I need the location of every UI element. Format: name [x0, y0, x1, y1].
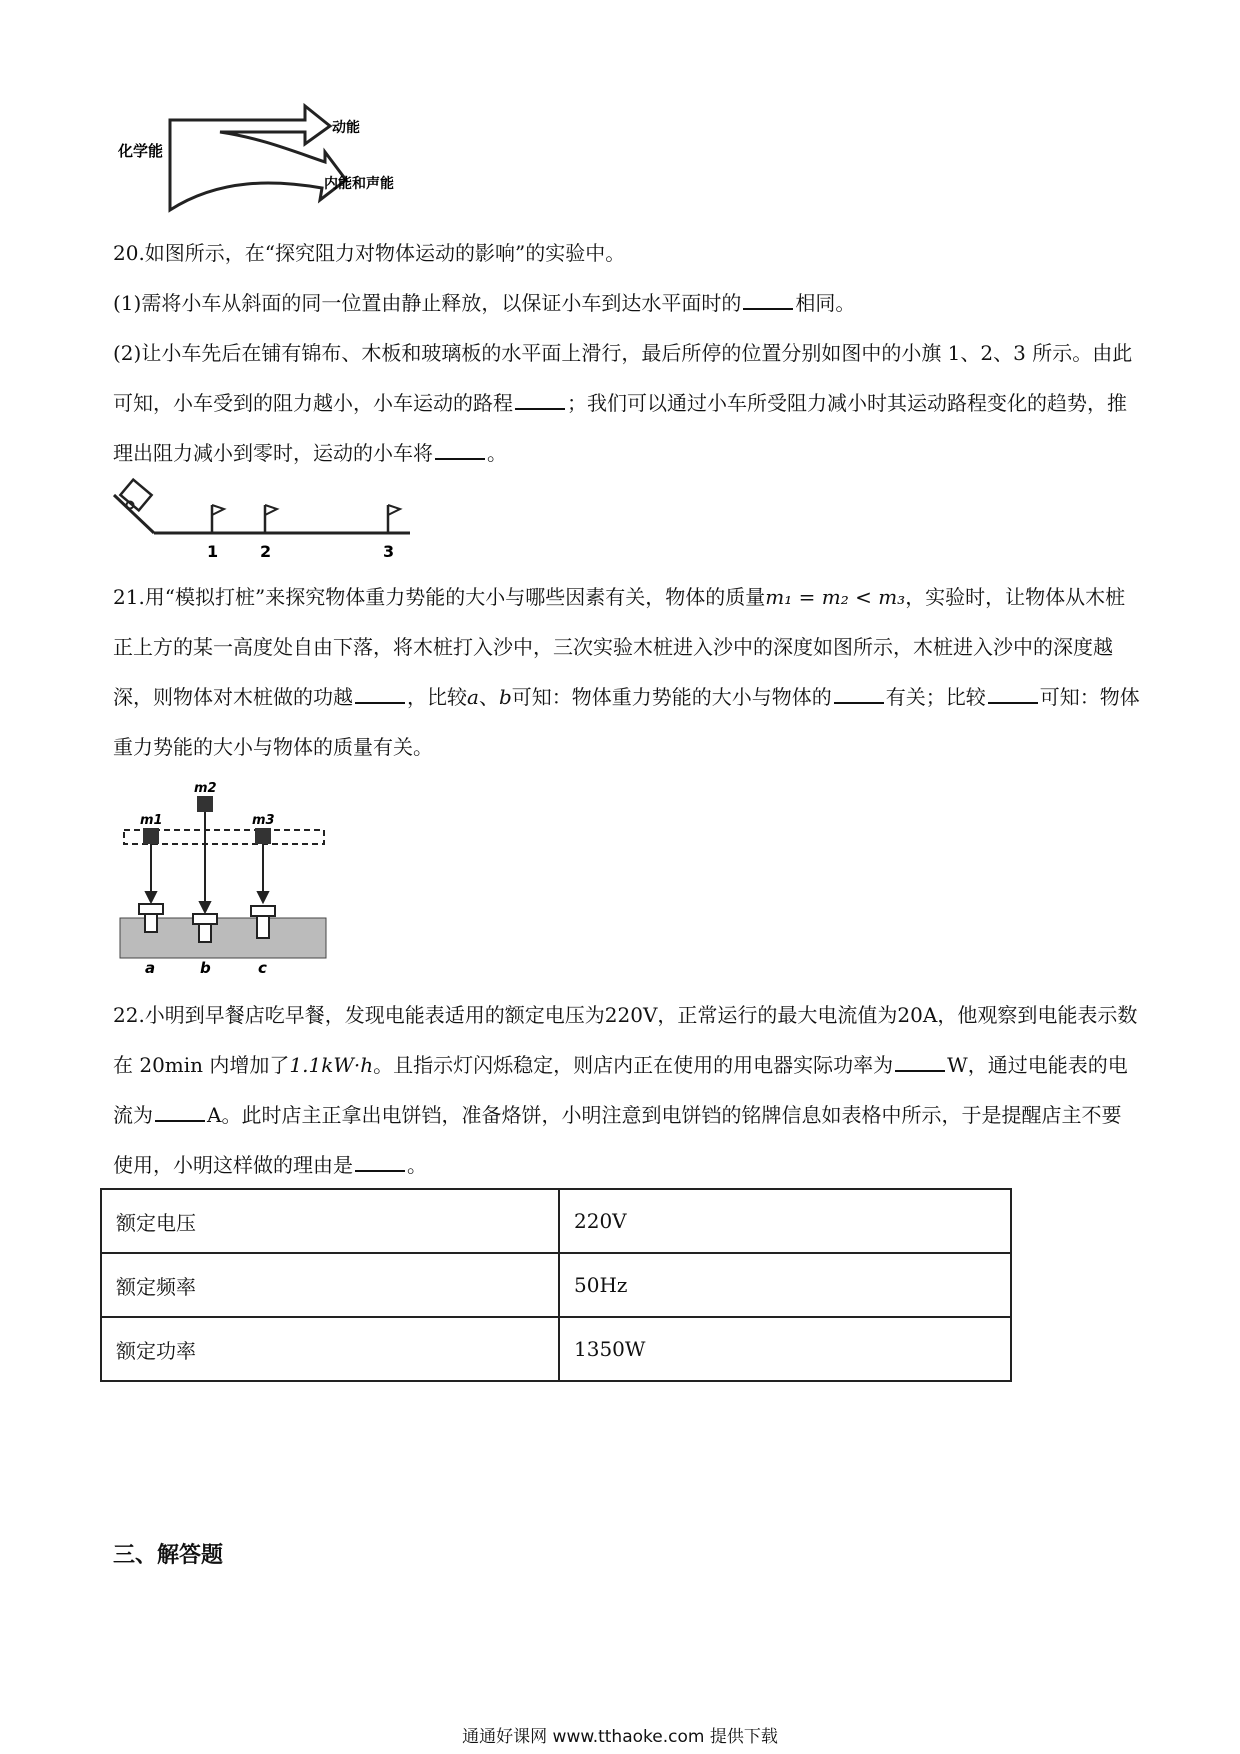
table-row [101, 1189, 1011, 1253]
q20-part2: (2)让小车先后在铺有锦布、木板和玻璃板的水平面上滑行，最后所停的位置分别如图中的小旗 1、2、3 所示。由此可知，小车受到的阻力越小，小车运动的路程 ；我们可以通过小车所受阻力减小时其运动路程变化的趋势，推理出阻力减小到零时，运动的小车将 。 [113, 341, 1133, 465]
answer-blank [743, 307, 793, 310]
pile-label-a: a [145, 959, 156, 975]
chemical-energy-label: 化学能 [118, 142, 164, 160]
mass-block-3 [255, 828, 271, 844]
energy-flow-arrow [170, 106, 346, 210]
answer-blank [988, 701, 1038, 704]
answer-blank [435, 457, 485, 460]
flag-2 [265, 505, 277, 533]
q21-text: 21.用“模拟打桩”来探究物体重力势能的大小与哪些因素有关，物体的质量m₁ = m₂ < m₃，实验时，让物体从木桩正上方的某一高度处自由下落，将木桩打入沙中，三次实验木桩进入沙中的深度如图所示，木桩进入沙中的深度越深，则物体对木桩做的功越 ，比较a、b可知：物体重力势能的大小与物体的 有关；比较 可知：物体重力势能的大小与物体的质量有关。 [113, 585, 1140, 759]
page-footer: 通通好课网 www.tthaoke.com 提供下载 [462, 1727, 778, 1747]
table-value: 1350W [559, 1317, 1011, 1381]
section-title: 三、解答题 [113, 1543, 224, 1568]
flag-label-2: 2 [260, 542, 272, 561]
answer-blank [895, 1069, 945, 1072]
table-key: 额定电压 [101, 1189, 559, 1253]
flag-3 [388, 505, 400, 533]
q20-stem: 20.如图所示，在“探究阻力对物体运动的影响”的实验中。 [113, 241, 626, 265]
table-key: 额定功率 [101, 1317, 559, 1381]
pile-driving-figure [110, 780, 340, 975]
internal-sound-energy-label: 内能和声能 [324, 176, 394, 192]
pile-label-c: c [258, 959, 267, 975]
table-key: 额定频率 [101, 1253, 559, 1317]
answer-blank [355, 1169, 405, 1172]
answer-blank [155, 1119, 205, 1122]
mass-label-1: m1 [140, 813, 163, 828]
incline-flags-figure [110, 475, 420, 565]
answer-blank [515, 407, 565, 410]
pile-label-b: b [200, 959, 211, 975]
flag-1 [212, 505, 224, 533]
table-value: 220V [559, 1189, 1011, 1253]
mass-block-2 [197, 796, 213, 812]
mass-label-3: m3 [252, 813, 275, 828]
fall-arrows [146, 812, 268, 912]
answer-blank [834, 701, 884, 704]
flag-label-3: 3 [383, 542, 395, 561]
energy-conversion-figure [110, 100, 440, 220]
q20-part1: (1)需将小车从斜面的同一位置由静止释放，以保证小车到达水平面时的 相同。 [113, 291, 856, 315]
answer-blank [355, 701, 405, 704]
mass-label-2: m2 [194, 781, 217, 796]
flag-label-1: 1 [207, 542, 219, 561]
kinetic-energy-label: 动能 [332, 120, 360, 136]
nameplate-table [100, 1188, 1012, 1382]
q22-text: 22.小明到早餐店吃早餐，发现电能表适用的额定电压为220V，正常运行的最大电流值为20A，他观察到电能表示数在 20min 内增加了1.1kW·h。且指示灯闪烁稳定，则店内正在使用的用电器实际功率为 W，通过电能表的电流为 A。此时店主正拿出电饼铛，准备烙饼，小明注意到电饼铛的铭牌信息如表格中所示，于是提醒店主不要使用，小明这样做的理由是 。 [113, 1003, 1138, 1177]
table-value: 50Hz [559, 1253, 1011, 1317]
mass-block-1 [143, 828, 159, 844]
table-row [101, 1253, 1011, 1317]
table-row [101, 1317, 1011, 1381]
